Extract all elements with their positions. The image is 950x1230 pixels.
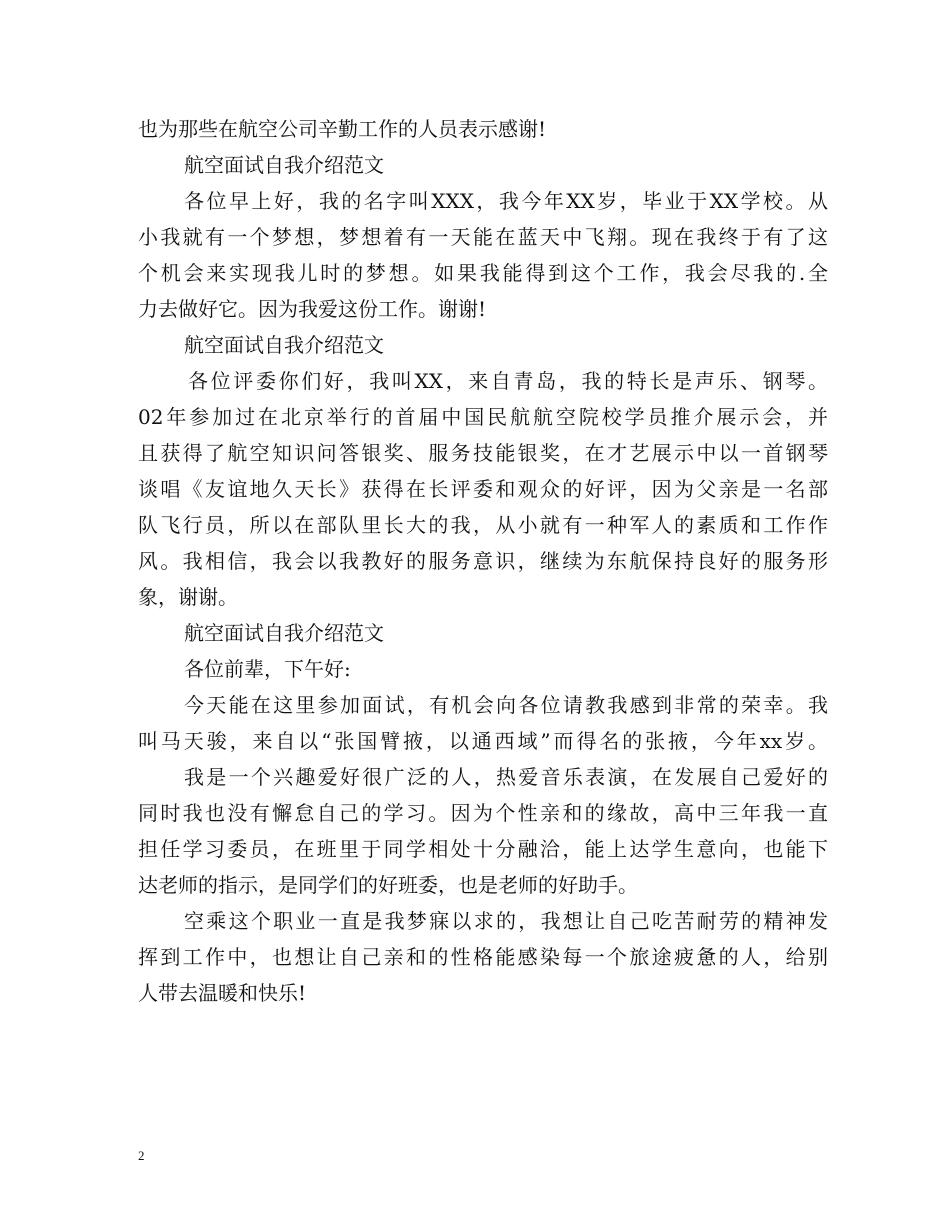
paragraph-line: 达老师的指示，是同学们的好班委，也是老师的好助手。 bbox=[138, 873, 638, 897]
paragraph-line: 人带去温暖和快乐! bbox=[138, 981, 307, 1005]
paragraph-line: 个机会来实现我儿时的梦想。如果我能得到这个工作，我会尽我的.全 bbox=[138, 261, 828, 285]
paragraph-line: 风。我相信，我会以我教好的服务意识，继续为东航保持良好的服务形 bbox=[138, 549, 828, 573]
paragraph-line: 各位评委你们好，我叫XX，来自青岛，我的特长是声乐、钢琴。 bbox=[188, 369, 828, 393]
section-heading: 航空面试自我介绍范文 bbox=[184, 621, 384, 645]
paragraph-line: 谈唱《友谊地久天长》获得在长评委和观众的好评，因为父亲是一名部 bbox=[138, 477, 828, 501]
paragraph-line: 力去做好它。因为我爱这份工作。谢谢! bbox=[138, 297, 487, 321]
paragraph-line: 象，谢谢。 bbox=[138, 585, 238, 609]
paragraph-line: 也为那些在航空公司辛勤工作的人员表示感谢! bbox=[138, 117, 547, 141]
section-heading: 航空面试自我介绍范文 bbox=[184, 153, 384, 177]
paragraph-line: 队飞行员，所以在部队里长大的我，从小就有一种军人的素质和工作作 bbox=[138, 513, 828, 537]
paragraph-line: 各位前辈，下午好: bbox=[184, 657, 351, 681]
paragraph-line: 担任学习委员，在班里于同学相处十分融洽，能上达学生意向，也能下 bbox=[138, 837, 828, 861]
paragraph-line: 且获得了航空知识问答银奖、服务技能银奖，在才艺展示中以一首钢琴 bbox=[138, 441, 828, 465]
section-heading: 航空面试自我介绍范文 bbox=[184, 333, 384, 357]
paragraph-line: 挥到工作中，也想让自己亲和的性格能感染每一个旅途疲惫的人，给别 bbox=[138, 945, 828, 969]
paragraph-line: 叫马天骏，来自以“张国臂掖，以通西域”而得名的张掖，今年xx岁。 bbox=[138, 729, 828, 753]
document-body bbox=[138, 111, 828, 1011]
paragraph-line: 各位早上好，我的名字叫XXX，我今年XX岁，毕业于XX学校。从 bbox=[184, 189, 828, 213]
page-number: 2 bbox=[138, 1148, 145, 1163]
paragraph-line: 同时我也没有懈怠自己的学习。因为个性亲和的缘故，高中三年我一直 bbox=[138, 801, 828, 825]
paragraph-line: 空乘这个职业一直是我梦寐以求的，我想让自己吃苦耐劳的精神发 bbox=[184, 909, 828, 933]
paragraph-line: 我是一个兴趣爱好很广泛的人，热爱音乐表演，在发展自己爱好的 bbox=[184, 765, 828, 789]
paragraph-line: 02年参加过在北京举行的首届中国民航航空院校学员推介展示会，并 bbox=[138, 405, 828, 429]
paragraph-line: 今天能在这里参加面试，有机会向各位请教我感到非常的荣幸。我 bbox=[184, 693, 828, 717]
paragraph-line: 小我就有一个梦想，梦想着有一天能在蓝天中飞翔。现在我终于有了这 bbox=[138, 225, 828, 249]
